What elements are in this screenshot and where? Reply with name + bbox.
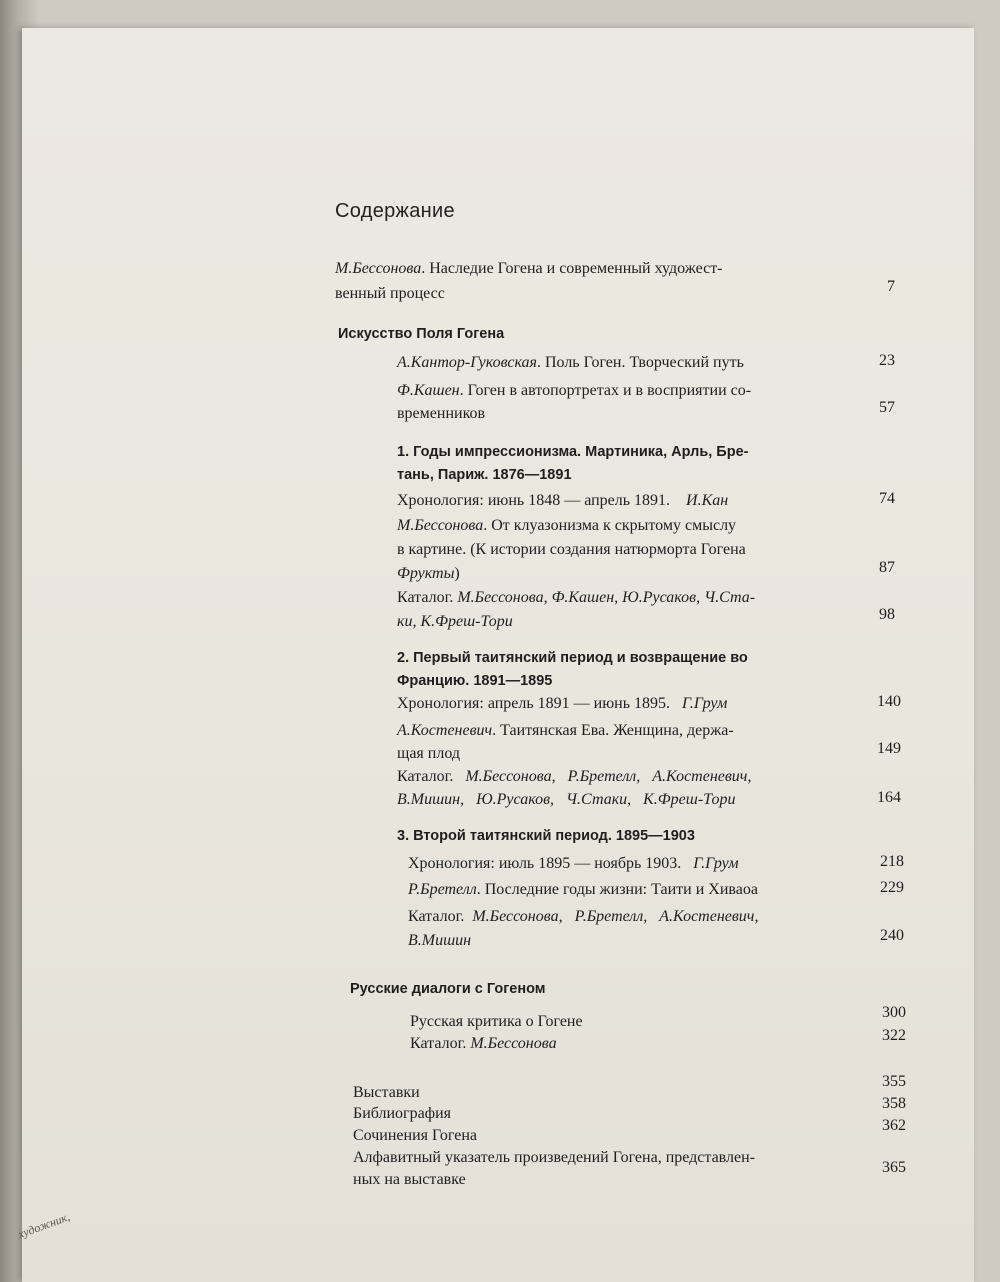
section-heading: 3. Второй таитянский период. 1895—1903: [397, 828, 695, 844]
toc-page-number: 98: [879, 606, 895, 623]
section-heading: Искусство Поля Гогена: [338, 326, 505, 342]
toc-page-number: 149: [877, 740, 901, 757]
toc-page-number: 362: [882, 1117, 906, 1134]
toc-entry-text: В.Мишин: [408, 932, 472, 949]
toc-page-number: 57: [879, 399, 895, 416]
toc-entry-text: временников: [397, 405, 486, 422]
toc-entry-text: Каталог. М.Бессонова, Ф.Кашен, Ю.Русаков, Ч.Ста-: [397, 589, 756, 606]
toc-entry-text: Хронология: июль 1895 — ноябрь 1903. Г.Грум: [408, 855, 739, 872]
toc-page-number: 23: [879, 352, 895, 369]
toc-page-number: 218: [880, 853, 904, 870]
toc-entry-text: ных на выставке: [353, 1171, 466, 1188]
toc-page-number: 164: [877, 789, 901, 806]
toc-page-number: 229: [880, 879, 904, 896]
toc-entry-text: А.Кантор-Гуковская. Поль Гоген. Творческий путь: [397, 354, 744, 371]
toc-page-number: 240: [880, 927, 904, 944]
toc-page-number: 74: [879, 490, 895, 507]
toc-page-number: 87: [879, 559, 895, 576]
page-title: Содержание: [335, 200, 455, 222]
toc-entry-text: ки, К.Фреш-Тори: [397, 613, 513, 630]
toc-entry-text: щая плод: [397, 745, 461, 762]
toc-page-number: 322: [882, 1027, 906, 1044]
toc-entry-text: Сочинения Гогена: [353, 1127, 477, 1144]
toc-entry-text: Библиография: [353, 1105, 451, 1122]
section-heading: тань, Париж. 1876—1891: [397, 467, 572, 483]
toc-entry-text: Хронология: июнь 1848 — апрель 1891. И.Кан: [397, 492, 729, 509]
toc-entry-text: Выставки: [353, 1084, 420, 1101]
toc-page-number: 300: [882, 1004, 906, 1021]
toc-entry-text: Каталог. М.Бессонова, Р.Бретелл, А.Костеневич,: [397, 768, 752, 785]
toc-page-number: 140: [877, 693, 901, 710]
toc-entry-text: в картине. (К истории создания натюрморта Гогена: [397, 541, 746, 558]
section-heading: 1. Годы импрессионизма. Мартиника, Арль, Бре-: [397, 444, 749, 460]
toc-entry-text: Хронология: апрель 1891 — июнь 1895. Г.Грум: [397, 695, 728, 712]
toc-entry-text: М.Бессонова. От клуазонизма к скрытому смыслу: [397, 517, 737, 534]
toc-page-number: 7: [887, 278, 895, 295]
toc-entry-text: венный процесс: [335, 285, 445, 302]
toc-entry-text: М.Бессонова. Наследие Гогена и современный художест-: [335, 260, 723, 277]
toc-entry-text: Фрукты): [397, 565, 460, 582]
toc-page-number: 355: [882, 1073, 906, 1090]
toc-entry-text: Ф.Кашен. Гоген в автопортретах и в восприятии со-: [397, 382, 752, 399]
toc-page-number: 358: [882, 1095, 906, 1112]
section-heading: Русские диалоги с Гогеном: [350, 981, 546, 997]
toc-entry-text: В.Мишин, Ю.Русаков, Ч.Стаки, К.Фреш-Тори: [397, 791, 736, 808]
toc-entry-text: Р.Бретелл. Последние годы жизни: Таити и Хиваоа: [408, 881, 758, 898]
toc-entry-text: Алфавитный указатель произведений Гогена, представлен-: [353, 1149, 755, 1166]
toc-entry-text: Каталог. М.Бессонова, Р.Бретелл, А.Костеневич,: [408, 908, 759, 925]
section-heading: 2. Первый таитянский период и возвращение во: [397, 650, 748, 666]
toc-entry-text: Русская критика о Гогене: [410, 1013, 583, 1030]
toc-entry-text: А.Костеневич. Таитянская Ева. Женщина, держа-: [397, 722, 734, 739]
facing-page-fragment: художник,: [16, 1209, 72, 1242]
toc-entry-text: Каталог. М.Бессонова: [410, 1035, 557, 1052]
toc-page-number: 365: [882, 1159, 906, 1176]
section-heading: Францию. 1891—1895: [397, 673, 553, 689]
